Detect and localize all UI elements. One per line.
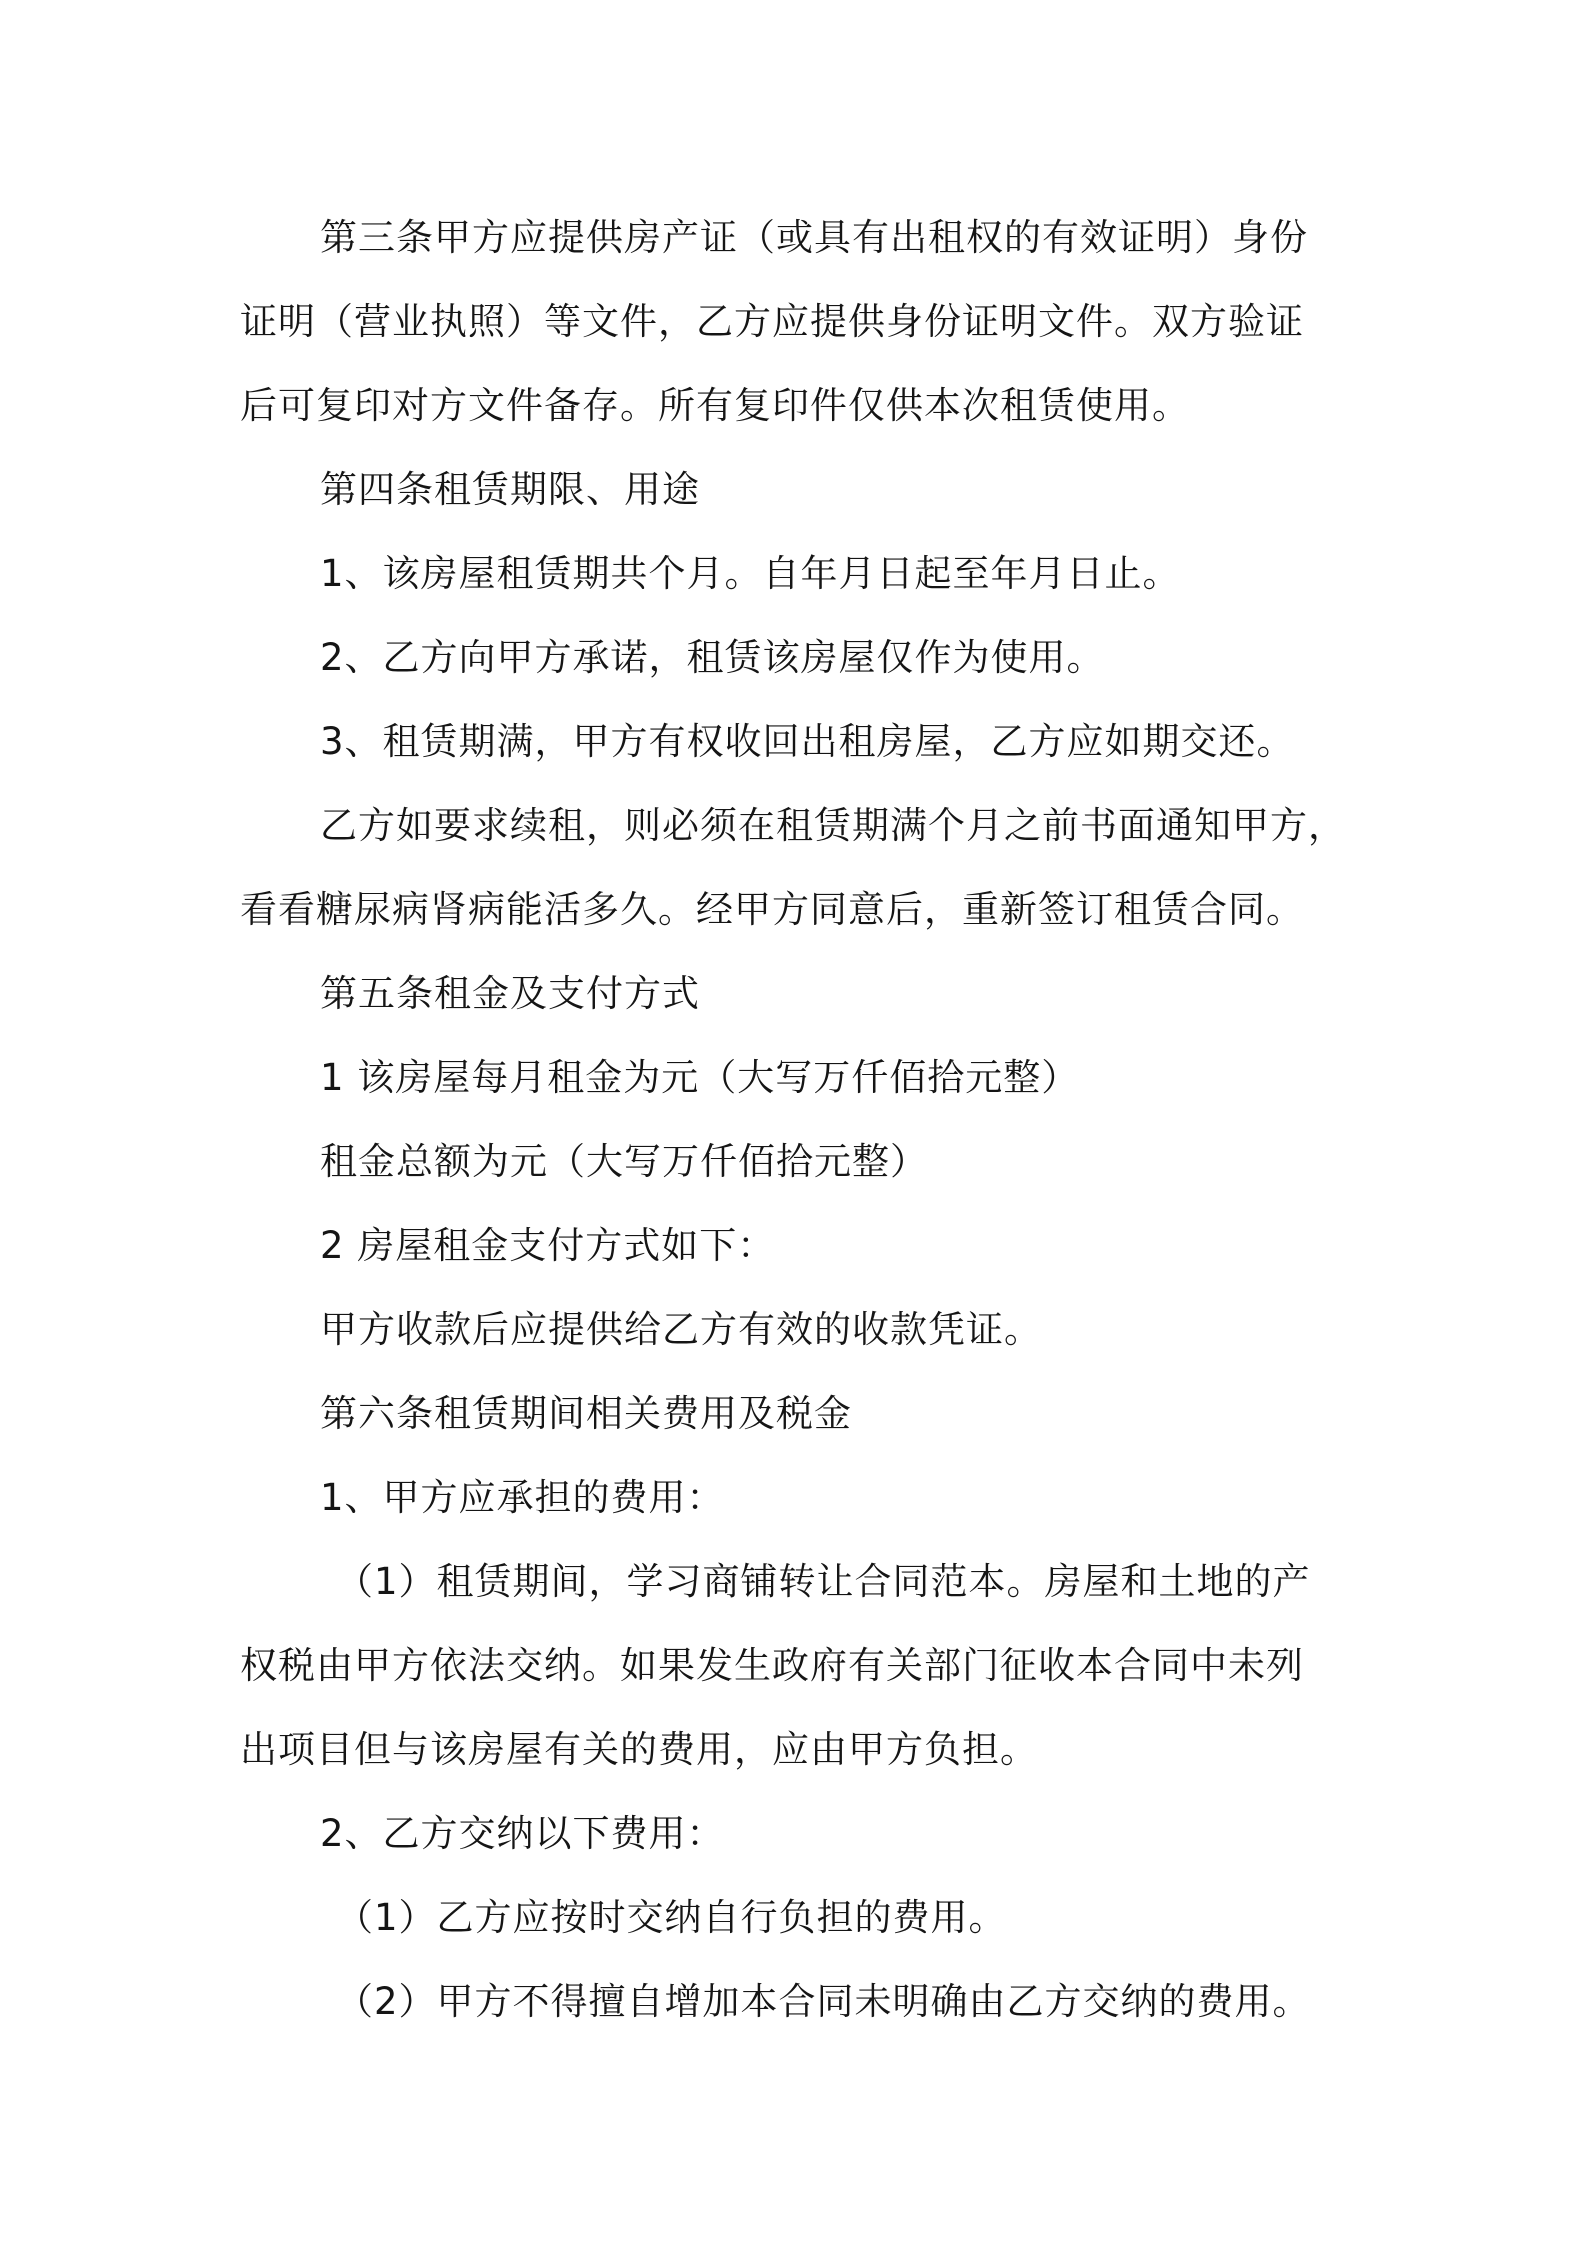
text-line: 后可复印对方文件备存。所有复印件仅供本次租赁使用。	[240, 384, 1190, 427]
document-body	[240, 196, 1355, 2044]
paragraph-renewal	[240, 784, 1355, 952]
clause-5-total: 租金总额为元（大写万仟佰拾元整）	[320, 1140, 928, 1183]
clause-5-2: 2 房屋租金支付方式如下：	[320, 1224, 776, 1267]
clause-6-2-2: （2）甲方不得擅自增加本合同未明确由乙方交纳的费用。	[336, 1980, 1311, 2023]
heading-article-4: 第四条租赁期限、用途	[320, 468, 700, 511]
heading-article-6: 第六条租赁期间相关费用及税金	[320, 1392, 852, 1435]
text-line: 第三条甲方应提供房产证（或具有出租权的有效证明）身份	[320, 216, 1308, 259]
clause-5-1: 1 该房屋每月租金为元（大写万仟佰拾元整）	[320, 1056, 1080, 1099]
text-line: 乙方如要求续租，则必须在租赁期满个月之前书面通知甲方，	[320, 804, 1346, 847]
clause-6-2-1: （1）乙方应按时交纳自行负担的费用。	[336, 1896, 1007, 1939]
text-line: 证明（营业执照）等文件，乙方应提供身份证明文件。双方验证	[240, 300, 1304, 343]
text-line: 权税由甲方依法交纳。如果发生政府有关部门征收本合同中未列	[240, 1644, 1304, 1687]
text-line: 出项目但与该房屋有关的费用，应由甲方负担。	[240, 1728, 1038, 1771]
clause-6-2: 2、乙方交纳以下费用：	[320, 1812, 725, 1855]
heading-article-5: 第五条租金及支付方式	[320, 972, 700, 1015]
text-line: （1）租赁期间，学习商铺转让合同范本。房屋和土地的产	[336, 1560, 1311, 1603]
clause-4-2: 2、乙方向甲方承诺，租赁该房屋仅作为使用。	[320, 636, 1105, 679]
clause-4-1: 1、该房屋租赁期共个月。自年月日起至年月日止。	[320, 552, 1181, 595]
paragraph-article-3	[240, 196, 1355, 448]
text-line: 看看糖尿病肾病能活多久。经甲方同意后，重新签订租赁合同。	[240, 888, 1304, 931]
clause-4-3: 3、租赁期满，甲方有权收回出租房屋，乙方应如期交还。	[320, 720, 1295, 763]
clause-5-receipt: 甲方收款后应提供给乙方有效的收款凭证。	[320, 1308, 1042, 1351]
clause-6-1: 1、甲方应承担的费用：	[320, 1476, 725, 1519]
paragraph-6-1-1	[240, 1540, 1355, 1792]
